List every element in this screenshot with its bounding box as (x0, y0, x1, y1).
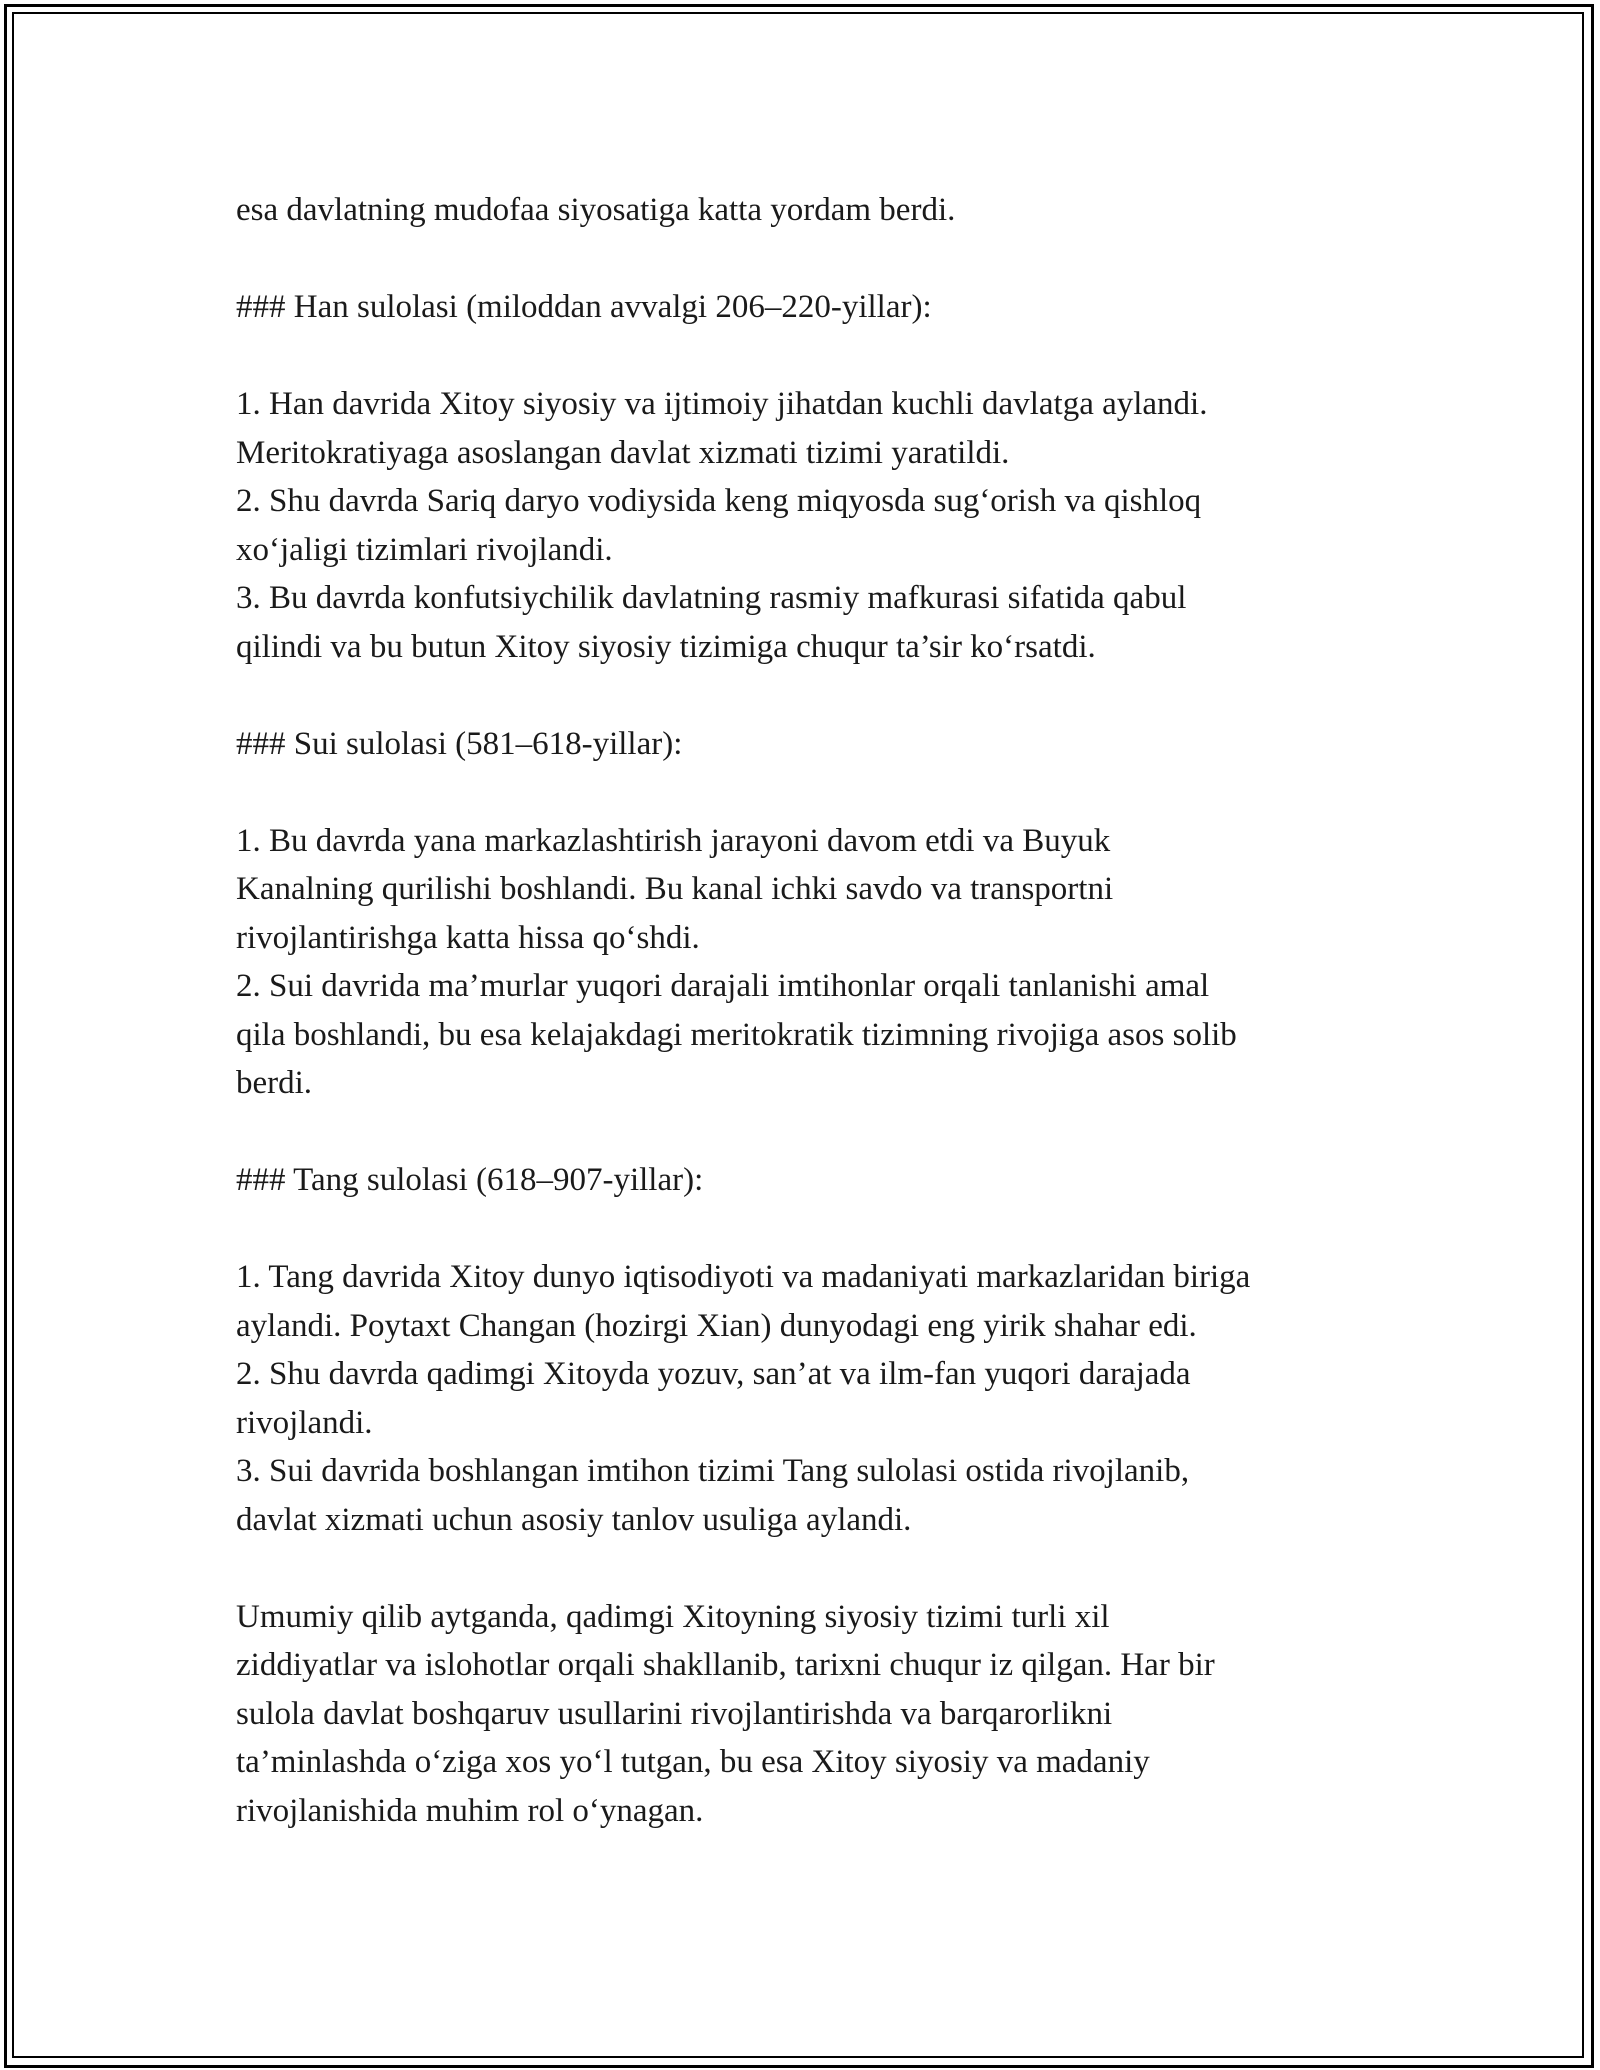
text-line: berdi. (236, 1065, 313, 1101)
text-line: 1. Bu davrda yana markazlashtirish jarayoni davom etdi va Buyuk (236, 822, 1111, 859)
text-line: 1. Tang davrida Xitoy dunyo iqtisodiyoti va madaniyati markazlaridan biriga (236, 1259, 1251, 1295)
intro-paragraph (236, 186, 1376, 235)
text-line: xo‘jaligi tizimlari rivojlandi. (236, 531, 613, 568)
text-line: esa davlatning mudofaa siyosatiga katta yordam berdi. (236, 192, 956, 228)
text-line: 1. Han davrida Xitoy siyosiy va ijtimoiy jihatdan kuchli davlatga aylandi. (236, 386, 1208, 422)
conclusion-paragraph (236, 1593, 1376, 1836)
text-line: Umumiy qilib aytganda, qadimgi Xitoyning siyosiy tizimi turli xil (236, 1598, 1110, 1635)
text-line: ### Sui sulolasi (581–618-yillar): (236, 725, 683, 762)
text-line: Meritokratiyaga asoslangan davlat xizmati tizimi yaratildi. (236, 434, 1010, 471)
section-heading-sui (236, 720, 1376, 769)
text-line: rivojlantirishga katta hissa qo‘shdi. (236, 919, 700, 956)
section-heading-han (236, 283, 1376, 332)
text-line: 2. Sui davrida ma’murlar yuqori darajali imtihonlar orqali tanlanishi amal (236, 968, 1210, 1004)
text-line: 3. Sui davrida boshlangan imtihon tizimi Tang sulolasi ostida rivojlanib, (236, 1453, 1190, 1489)
text-line: aylandi. Poytaxt Changan (hozirgi Xian) dunyodagi eng yirik shahar edi. (236, 1307, 1197, 1344)
text-line: 2. Shu davrda Sariq daryo vodiysida keng miqyosda sug‘orish va qishloq (236, 483, 1202, 519)
text-line: davlat xizmati uchun asosiy tanlov usuliga aylandi. (236, 1501, 912, 1538)
text-line: ### Tang sulolasi (618–907-yillar): (236, 1162, 704, 1198)
section-heading-tang (236, 1156, 1376, 1205)
text-line: qilindi va bu butun Xitoy siyosiy tizimiga chuqur ta’sir ko‘rsatdi. (236, 628, 1096, 665)
text-line: sulola davlat boshqaruv usullarini rivojlantirishda va barqarorlikni (236, 1695, 1113, 1732)
text-line: rivojlandi. (236, 1404, 373, 1441)
text-line: rivojlanishida muhim rol o‘ynagan. (236, 1792, 704, 1829)
document-body (236, 186, 1376, 1835)
text-line: Kanalning qurilishi boshlandi. Bu kanal ichki savdo va transportni (236, 871, 1114, 907)
section-list-han (236, 380, 1376, 671)
text-line: ta’minlashda o‘ziga xos yo‘l tutgan, bu esa Xitoy siyosiy va madaniy (236, 1744, 1150, 1780)
section-list-sui (236, 817, 1376, 1108)
text-line: 3. Bu davrda konfutsiychilik davlatning rasmiy mafkurasi sifatida qabul (236, 580, 1187, 616)
text-line: qila boshlandi, bu esa kelajakdagi meritokratik tizimning rivojiga asos solib (236, 1016, 1237, 1053)
text-line: 2. Shu davrda qadimgi Xitoyda yozuv, san’at va ilm-fan yuqori darajada (236, 1356, 1191, 1392)
text-line: ### Han sulolasi (miloddan avvalgi 206–220-yillar): (236, 289, 932, 325)
section-list-tang (236, 1253, 1376, 1544)
text-line: ziddiyatlar va islohotlar orqali shakllanib, tarixni chuqur iz qilgan. Har bir (236, 1647, 1215, 1683)
